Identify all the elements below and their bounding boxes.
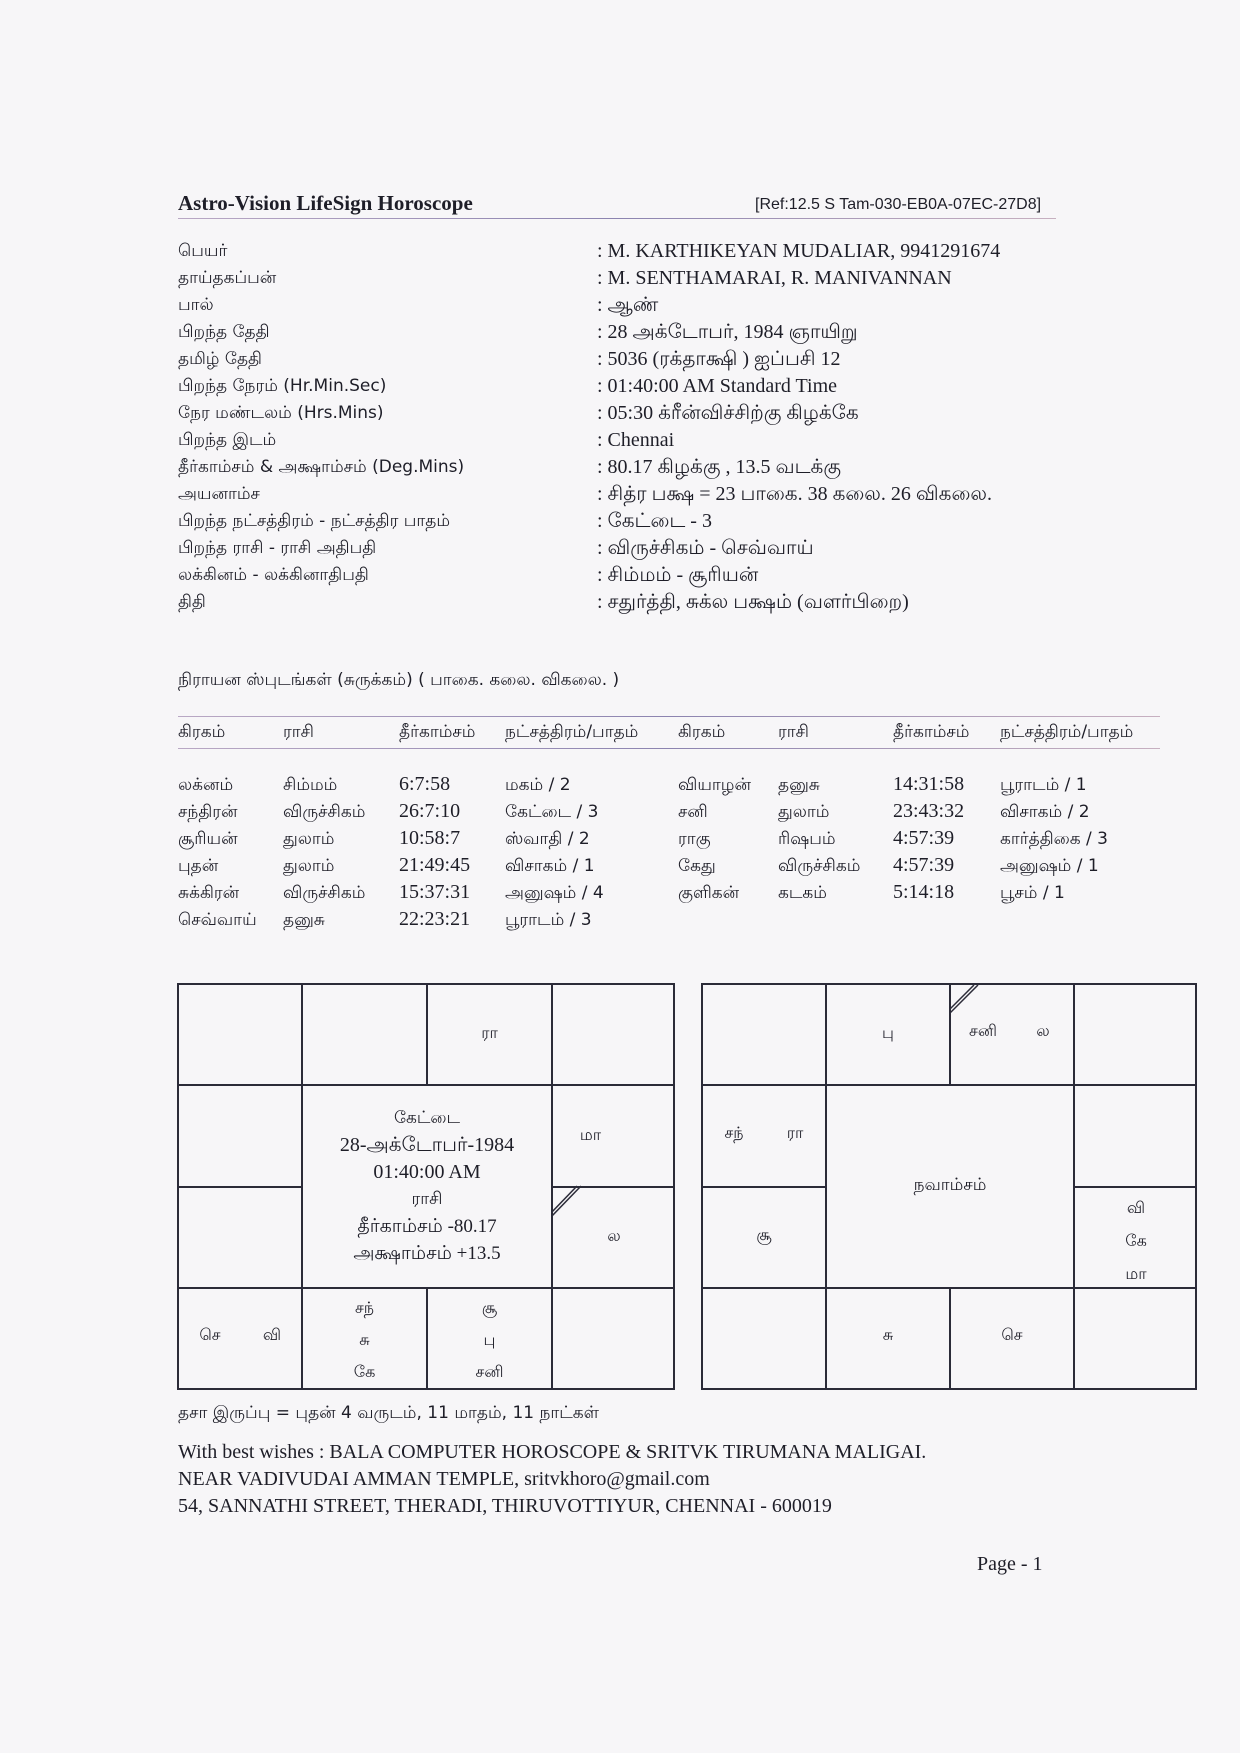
planet-rasi: விருச்சிகம்	[283, 802, 366, 822]
detail-label: பிறந்த நட்சத்திரம் - நட்சத்திர பாதம்	[178, 511, 451, 531]
planet-star-pada: கேட்டை / 3	[505, 802, 599, 822]
center-time: 01:40:00 AM	[373, 1161, 481, 1183]
planet-rasi: துலாம்	[283, 829, 335, 849]
planet-rasi: ரிஷபம்	[778, 829, 836, 849]
navamsa-chart-center: நவாம்சம்	[913, 1175, 987, 1195]
detail-value: : Chennai	[597, 429, 675, 451]
detail-label: நேர மண்டலம் (Hrs.Mins)	[178, 403, 384, 423]
house-bottom-3: செ	[1001, 1325, 1023, 1344]
planet: சனி	[475, 1362, 504, 1381]
center-date: 28-அக்டோபர்-1984	[339, 1134, 515, 1156]
planet-star-pada: பூராடம் / 1	[1000, 775, 1087, 795]
page-number: Page - 1	[977, 1553, 1043, 1575]
planet: வி	[1126, 1198, 1146, 1217]
house-top-3b: ல	[1036, 1021, 1050, 1040]
footer-address-1: NEAR VADIVUDAI AMMAN TEMPLE, sritvkhoro@gmail.com	[178, 1468, 710, 1490]
planet-name: குளிகன்	[678, 883, 740, 903]
detail-value: : சிம்மம் - சூரியன்	[597, 564, 759, 586]
detail-label: தாய்தகப்பன்	[178, 268, 277, 288]
planet-longitude: 4:57:39	[893, 854, 955, 876]
center-star: கேட்டை	[393, 1108, 461, 1128]
grid-line	[703, 1186, 826, 1188]
grid-line	[703, 1084, 1195, 1086]
detail-label: லக்கினம் - லக்கினாதிபதி	[178, 565, 369, 585]
planet-longitude: 21:49:45	[399, 854, 471, 876]
planet-star-pada: ஸ்வாதி / 2	[505, 829, 590, 849]
detail-label: பெயர்	[178, 241, 228, 261]
planet-rasi: சிம்மம்	[283, 775, 338, 795]
detail-label: தீர்காம்சம் & அக்ஷாம்சம் (Deg.Mins)	[178, 457, 465, 477]
planet-name: லக்னம்	[178, 775, 234, 795]
planet-positions-title: நிராயன ஸ்புடங்கள் (சுருக்கம்) ( பாகை. கலை. விகலை. )	[178, 670, 620, 690]
detail-value: : சித்ர பக்ஷ = 23 பாகை. 38 கலை. 26 விகலை.	[597, 483, 992, 505]
house-bottom-2: சு	[882, 1325, 894, 1344]
footer-greeting: With best wishes : BALA COMPUTER HOROSCOPE & SRITVK TIRUMANA MALIGAI.	[178, 1441, 927, 1463]
detail-label: பால்	[178, 295, 214, 315]
house-right-2: மா	[579, 1125, 602, 1144]
planet: கே	[1125, 1231, 1147, 1250]
planet-longitude: 5:14:18	[893, 881, 955, 903]
navamsa-chart	[701, 983, 1197, 1390]
planet: மா	[1125, 1264, 1147, 1283]
document-title: Astro-Vision LifeSign Horoscope	[178, 191, 473, 215]
planet: கே	[353, 1362, 376, 1381]
col-header-longitude-right: தீர்காம்சம்	[893, 722, 970, 742]
detail-value: : கேட்டை - 3	[597, 510, 712, 532]
house-left-2b: ரா	[786, 1123, 804, 1142]
planet-star-pada: பூராடம் / 3	[505, 910, 592, 930]
house-left-3: சூ	[756, 1225, 772, 1244]
detail-label: தமிழ் தேதி	[178, 349, 262, 369]
planet-longitude: 10:58:7	[399, 827, 461, 849]
planet-star-pada: கார்த்திகை / 3	[1000, 829, 1108, 849]
planet-name: கேது	[678, 856, 716, 876]
house-bottom-1b: வி	[262, 1325, 282, 1344]
planet-star-pada: மகம் / 2	[505, 775, 571, 795]
planet-star-pada: பூசம் / 1	[1000, 883, 1065, 903]
reference-code: [Ref:12.5 S Tam-030-EB0A-07EC-27D8]	[755, 196, 1042, 213]
center-longitude: தீர்காம்சம் -80.17	[357, 1216, 497, 1237]
house-top-3: ரா	[481, 1023, 498, 1042]
detail-value: : 5036 (ரக்தாக்ஷி ) ஐப்பசி 12	[597, 348, 841, 370]
detail-value: : விருச்சிகம் - செவ்வாய்	[597, 537, 814, 559]
planet-name: சூரியன்	[178, 829, 238, 849]
col-header-planet-right: கிரகம்	[678, 722, 726, 742]
detail-label: பிறந்த நேரம் (Hr.Min.Sec)	[178, 376, 387, 396]
planet-star-pada: விசாகம் / 1	[505, 856, 595, 876]
planet: சூ	[481, 1298, 498, 1317]
planet-star-pada: விசாகம் / 2	[1000, 802, 1090, 822]
table-bottom-rule	[178, 748, 1160, 749]
house-right-3: ல	[607, 1226, 621, 1245]
header-rule	[178, 218, 1056, 219]
detail-value: : M. KARTHIKEYAN MUDALIAR, 9941291674	[597, 240, 1001, 262]
house-top-2: பு	[882, 1023, 894, 1042]
detail-value: : M. SENTHAMARAI, R. MANIVANNAN	[597, 267, 952, 289]
planet-rasi: தனுசு	[778, 775, 820, 795]
planet-name: புதன்	[178, 856, 219, 876]
house-right-3	[1075, 1191, 1197, 1290]
detail-label: அயனாம்ச	[178, 484, 260, 504]
col-header-planet-left: கிரகம்	[178, 722, 226, 742]
lagna-marker-icon	[950, 985, 980, 1015]
house-bottom-1a: செ	[199, 1325, 221, 1344]
detail-value: : 05:30 க்ரீன்விச்சிற்கு கிழக்கே	[597, 402, 859, 424]
col-header-star-right: நட்சத்திரம்/பாதம்	[1000, 722, 1134, 742]
col-header-rasi-left: ராசி	[283, 722, 314, 742]
planet-name: செவ்வாய்	[178, 910, 257, 930]
detail-label: திதி	[178, 592, 206, 612]
grid-line	[179, 1186, 302, 1188]
detail-value: : 80.17 கிழக்கு , 13.5 வடக்கு	[597, 456, 841, 478]
planet-name: ராகு	[678, 829, 711, 849]
planet-longitude: 6:7:58	[399, 773, 451, 795]
lagna-marker-icon	[551, 1185, 583, 1217]
planet-longitude: 26:7:10	[399, 800, 461, 822]
planet-rasi: துலாம்	[283, 856, 335, 876]
house-bottom-2	[303, 1292, 426, 1388]
planet-longitude: 22:23:21	[399, 908, 471, 930]
house-bottom-3	[428, 1292, 551, 1388]
detail-label: பிறந்த தேதி	[178, 322, 270, 342]
planet-star-pada: அனுஷம் / 1	[1000, 856, 1099, 876]
planet-longitude: 14:31:58	[893, 773, 965, 795]
planet: சந்	[354, 1298, 375, 1317]
house-top-3a: சனி	[969, 1021, 997, 1040]
footer-address-2: 54, SANNATHI STREET, THERADI, THIRUVOTTIYUR, CHENNAI - 600019	[178, 1495, 832, 1517]
planet-rasi: துலாம்	[778, 802, 830, 822]
rasi-chart-center	[303, 1105, 551, 1267]
detail-label: பிறந்த இடம்	[178, 430, 277, 450]
planet-star-pada: அனுஷம் / 4	[505, 883, 604, 903]
planet-longitude: 23:43:32	[893, 800, 965, 822]
detail-value: : 01:40:00 AM Standard Time	[597, 375, 838, 397]
planet-rasi: கடகம்	[778, 883, 827, 903]
grid-line	[1073, 1186, 1195, 1188]
planet-rasi: தனுசு	[283, 910, 325, 930]
planet-rasi: விருச்சிகம்	[283, 883, 366, 903]
grid-line	[1073, 985, 1075, 1388]
detail-label: பிறந்த ராசி - ராசி அதிபதி	[178, 538, 377, 558]
planet: சு	[359, 1330, 370, 1349]
dasa-balance: தசா இருப்பு = புதன் 4 வருடம், 11 மாதம், 11 நாட்கள்	[178, 1403, 600, 1423]
center-latitude: அக்ஷாம்சம் +13.5	[353, 1243, 501, 1264]
detail-value: : சதுர்த்தி, சுக்ல பக்ஷம் (வளர்பிறை)	[597, 591, 909, 613]
col-header-longitude-left: தீர்காம்சம்	[399, 722, 476, 742]
planet-name: வியாழன்	[678, 775, 751, 795]
planet-rasi: விருச்சிகம்	[778, 856, 861, 876]
rasi-chart	[177, 983, 675, 1390]
table-top-rule	[178, 716, 1160, 717]
col-header-rasi-right: ராசி	[778, 722, 809, 742]
col-header-star-left: நட்சத்திரம்/பாதம்	[505, 722, 639, 742]
house-left-2a: சந்	[724, 1123, 744, 1142]
planet: பு	[483, 1330, 496, 1349]
planet-name: சுக்கிரன்	[178, 883, 240, 903]
detail-value: : ஆண்	[597, 294, 659, 316]
planet-name: சந்திரன்	[178, 802, 238, 822]
grid-line	[179, 1084, 673, 1086]
planet-name: சனி	[678, 802, 708, 822]
planet-longitude: 4:57:39	[893, 827, 955, 849]
planet-longitude: 15:37:31	[399, 881, 471, 903]
detail-value: : 28 அக்டோபர், 1984 ஞாயிறு	[597, 321, 858, 343]
center-chart-name: ராசி	[411, 1189, 443, 1209]
